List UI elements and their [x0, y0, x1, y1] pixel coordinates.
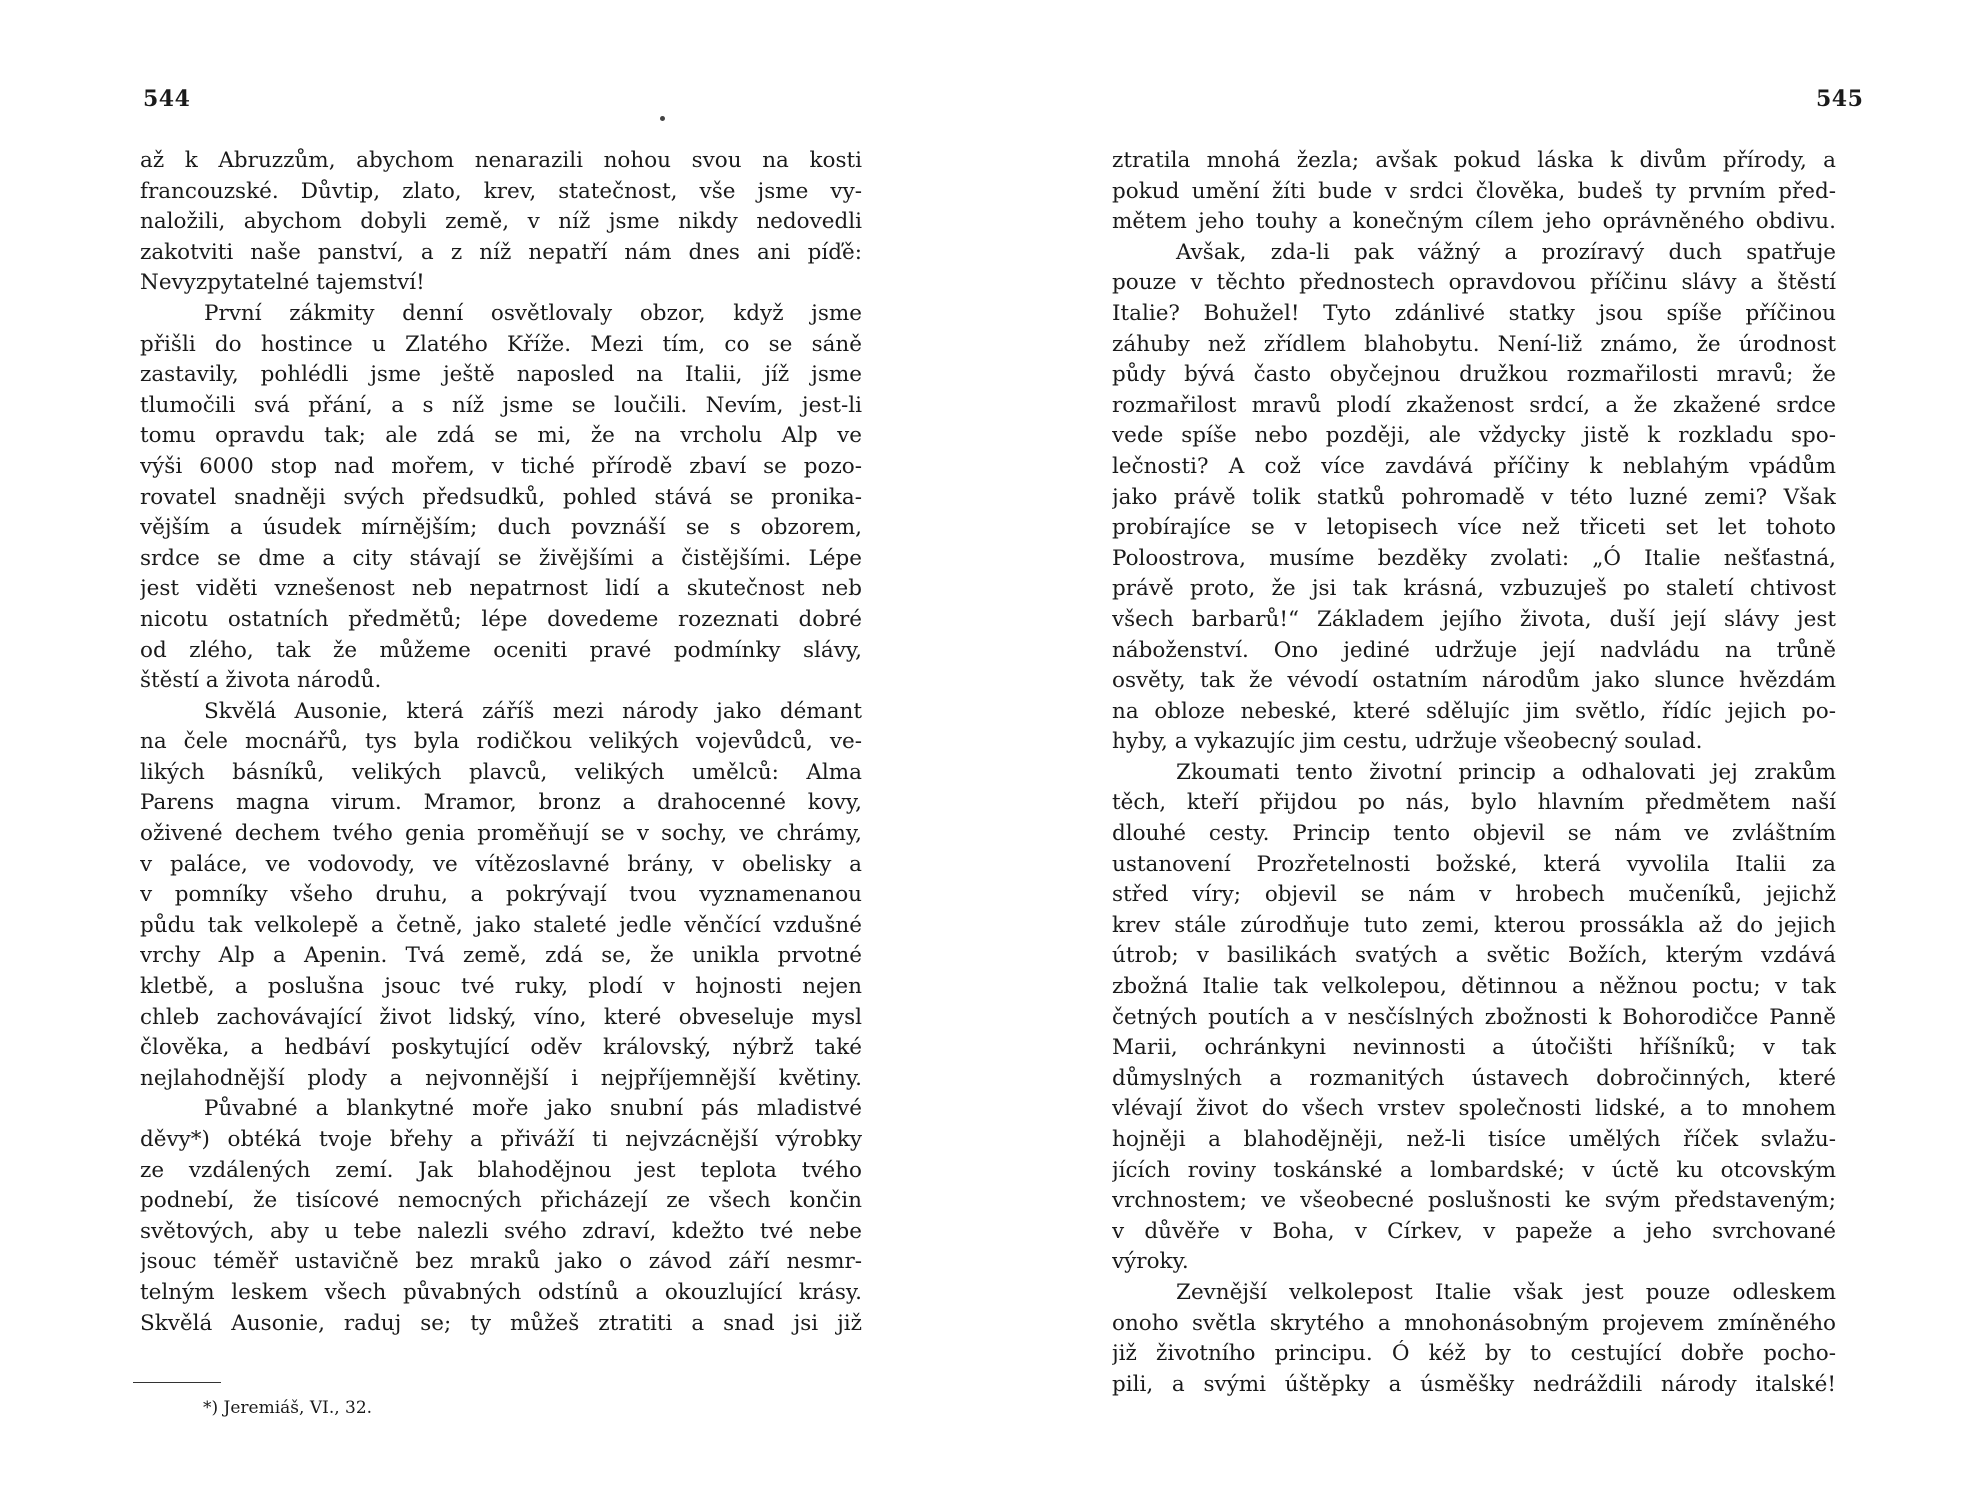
text-line: na obloze nebeské, které sdělujíc jim světlo, řídíc jejich po- — [1112, 698, 1836, 724]
footnote: *) Jeremiáš, VI., 32. — [203, 1398, 373, 1418]
text-line: ustanovení Prozřetelnosti božské, která vyvolila Italii za — [1112, 851, 1836, 877]
text-line: důmyslných a rozmanitých ústavech dobročinných, které — [1112, 1065, 1836, 1091]
text-line: v pomníky všeho druhu, a pokrývají tvou vyznamenanou — [140, 882, 862, 908]
text-line: Poloostrova, musíme bezděky zvolati: „Ó Italie nešťastná, — [1112, 545, 1836, 571]
text-line: ztratila mnohá žezla; avšak pokud láska k divům přírody, a — [1112, 148, 1836, 173]
text-line: podnebí, že tisícové nemocných přicházejí ze všech končin — [140, 1188, 862, 1214]
text-line: děvy*) obtéká tvoje břehy a přiváží ti nejvzácnější výrobky — [140, 1127, 862, 1152]
text-line: likých básníků, velikých plavců, velikých umělců: Alma — [140, 759, 862, 785]
text-line: těch, kteří přijdou po nás, bylo hlavním předmětem naší — [1112, 790, 1836, 816]
text-line: vrchy Alp a Apenin. Tvá země, zdá se, že unikla prvotné — [140, 943, 862, 969]
text-line: v důvěře v Boha, v Církev, v papeže a jeho svrchované — [1112, 1218, 1836, 1244]
text-line: světových, aby u tebe nalezli svého zdraví, kdežto tvé nebe — [140, 1218, 862, 1244]
text-line: oživené dechem tvého genia proměňují se v sochy, ve chrámy, — [140, 821, 862, 847]
print-speck — [660, 116, 665, 121]
text-line: nejlahodnější plody a nejvonnější i nejpříjemnější květiny. — [140, 1065, 862, 1091]
text-line: půdu tak velkolepě a četně, jako staleté jedle věnčící vzdušné — [140, 912, 862, 938]
text-line: vede spíše nebo později, ale vždycky jistě k rozkladu spo- — [1112, 423, 1836, 449]
text-line: naložili, abychom dobyli země, v níž jsme nikdy nedovedli — [140, 209, 862, 235]
text-line: všech barbarů!“ Základem jejího života, duší její slávy jest — [1112, 606, 1836, 632]
text-line: na čele mocnářů, tys byla rodičkou velikých vojevůdců, ve- — [140, 729, 862, 755]
text-line: pili, a svými úštěpky a úsměšky nedráždili národy italské! — [1112, 1371, 1836, 1397]
text-line: člověka, a hedbáví poskytující oděv královský, nýbrž také — [140, 1035, 862, 1061]
text-line: půdy bývá často obyčejnou družkou rozmařilosti mravů; že — [1112, 362, 1836, 388]
text-line: vlévají život do všech vrstev společnosti lidské, a to mnohem — [1112, 1096, 1836, 1122]
text-line: právě proto, že jsi tak krásná, vzbuzuješ po staletí chtivost — [1112, 576, 1836, 602]
text-line: srdce se dme a city stávají se živějšími a čistějšími. Lépe — [140, 545, 862, 571]
text-line: dlouhé cesty. Princip tento objevil se nám ve zvláštním — [1112, 821, 1836, 847]
text-line: jako právě tolik statků pohromadě v této luzné zemi? Však — [1112, 484, 1836, 510]
text-line: Marii, ochránkyni nevinnosti a útočišti hříšníků; v tak — [1112, 1035, 1836, 1061]
text-line: Avšak, zda-li pak vážný a prozíravý duch spatřuje — [1176, 239, 1836, 265]
text-line: krev stále zúrodňuje tuto zemi, kterou prossákla až do jejich — [1112, 912, 1836, 938]
text-line: zbožná Italie tak velkolepou, dětinnou a něžnou poctu; v tak — [1112, 974, 1836, 1000]
text-line: telným leskem všech půvabných odstínů a okouzlující krásy. — [140, 1279, 862, 1305]
text-line: rovatel snadněji svých předsudků, pohled stává se pronika- — [140, 484, 862, 510]
text-line: chleb zachovávající život lidský, víno, které obveseluje mysl — [140, 1004, 862, 1030]
right-page-text — [1112, 146, 1836, 1400]
text-line: četných poutích a v nesčíslných zbožnosti k Bohorodičce Panně — [1112, 1004, 1836, 1030]
text-line: probírajíce se v letopisech více než třiceti set let tohoto — [1112, 515, 1836, 541]
text-line: rozmařilost mravů plodí zkaženost srdcí, a že zkažené srdce — [1112, 392, 1836, 418]
text-line: hyby, a vykazujíc jim cestu, udržuje všeobecný soulad. — [1112, 729, 1703, 755]
text-line: vrchnostem; ve všeobecné poslušnosti ke svým představeným; — [1112, 1188, 1836, 1214]
text-line: zakotviti naše panství, a z níž nepatří nám dnes ani píďě: — [140, 239, 862, 265]
text-line: jících roviny toskánské a lombardské; v úctě ku otcovským — [1112, 1157, 1836, 1183]
text-line: onoho světla skrytého a mnohonásobným projevem zmíněného — [1112, 1310, 1836, 1336]
text-line: nicotu ostatních předmětů; lépe dovedeme rozeznati dobré — [140, 606, 862, 632]
text-line: Půvabné a blankytné moře jako snubní pás mladistvé — [204, 1096, 862, 1122]
text-line: Zkoumati tento životní princip a odhalovati jej zrakům — [1176, 759, 1836, 785]
text-line: štěstí a života národů. — [140, 668, 382, 694]
left-page-text — [140, 146, 862, 1339]
text-line: až k Abruzzům, abychom nenarazili nohou svou na kosti — [140, 148, 862, 173]
text-line: Skvělá Ausonie, která záříš mezi národy jako démant — [204, 698, 862, 724]
text-line: střed víry; objevil se nám v hrobech mučeníků, jejichž — [1112, 882, 1836, 908]
text-line: Skvělá Ausonie, raduj se; ty můžeš ztratiti a snad jsi již — [140, 1310, 862, 1336]
text-line: Zevnější velkolepost Italie však jest pouze odleskem — [1176, 1279, 1836, 1305]
text-line: tlumočili svá přání, a s níž jsme se loučili. Nevím, jest-li — [140, 392, 862, 418]
text-line: vějším a úsudek mírnějším; duch povznáší se s obzorem, — [140, 515, 862, 541]
text-line: tomu opravdu tak; ale zdá se mi, že na vrcholu Alp ve — [140, 423, 862, 449]
text-line: Parens magna virum. Mramor, bronz a drahocenné kovy, — [140, 790, 862, 816]
text-line: v paláce, ve vodovody, ve vítězoslavné brány, v obelisky a — [140, 851, 862, 877]
text-line: jest viděti vznešenost neb nepatrnost lidí a skutečnost neb — [140, 576, 862, 602]
text-line: již životního principu. Ó kéž by to cestující dobře pocho- — [1112, 1341, 1836, 1367]
text-line: náboženství. Ono jediné udržuje její nadvládu na trůně — [1112, 637, 1836, 663]
page-number-right: 545 — [1816, 86, 1864, 112]
text-line: výši 6000 stop nad mořem, v tiché přírodě zbaví se pozo- — [140, 453, 862, 479]
text-line: útrob; v basilikách svatých a světic Božích, kterým vzdává — [1112, 943, 1836, 969]
text-line: První zákmity denní osvětlovaly obzor, když jsme — [204, 300, 862, 326]
text-line: od zlého, tak že můžeme oceniti pravé podmínky slávy, — [140, 637, 862, 663]
text-line: Nevyzpytatelné tajemství! — [140, 270, 425, 296]
text-line: lečnosti? A což více zavdává příčiny k neblahým vpádům — [1112, 453, 1836, 479]
text-line: jsouc téměř ustavičně bez mraků jako o závod září nesmr- — [140, 1249, 862, 1275]
text-line: zastavily, pohlédli jsme ještě naposled na Italii, jíž jsme — [140, 362, 862, 388]
text-line: francouzské. Důvtip, zlato, krev, statečnost, vše jsme vy- — [140, 178, 862, 204]
text-line: kletbě, a poslušna jsouc tvé ruky, plodí v hojnosti nejen — [140, 974, 862, 1000]
text-line: osvěty, tak že vévodí ostatním národům jako slunce hvězdám — [1112, 668, 1836, 694]
text-line: mětem jeho touhy a konečným cílem jeho oprávněného obdivu. — [1112, 209, 1836, 235]
text-line: záhuby než zřídlem blahobytu. Není-liž známo, že úrodnost — [1112, 331, 1836, 357]
page-number-left: 544 — [143, 86, 191, 112]
text-line: hojněji a blahodějněji, než-li tisíce umělých říček svlažu- — [1112, 1127, 1836, 1152]
text-line: ze vzdálených zemí. Jak blahodějnou jest teplota tvého — [140, 1157, 862, 1183]
text-line: Italie? Bohužel! Tyto zdánlivé statky jsou spíše příčinou — [1112, 300, 1836, 326]
text-line: pokud umění žíti bude v srdci člověka, budeš ty prvním před- — [1112, 178, 1836, 204]
text-line: přišli do hostince u Zlatého Kříže. Mezi tím, co se sáně — [140, 331, 862, 357]
text-line: pouze v těchto přednostech opravdovou příčinu slávy a štěstí — [1112, 270, 1836, 296]
text-line: výroky. — [1112, 1249, 1189, 1275]
footnote-rule — [133, 1382, 221, 1383]
